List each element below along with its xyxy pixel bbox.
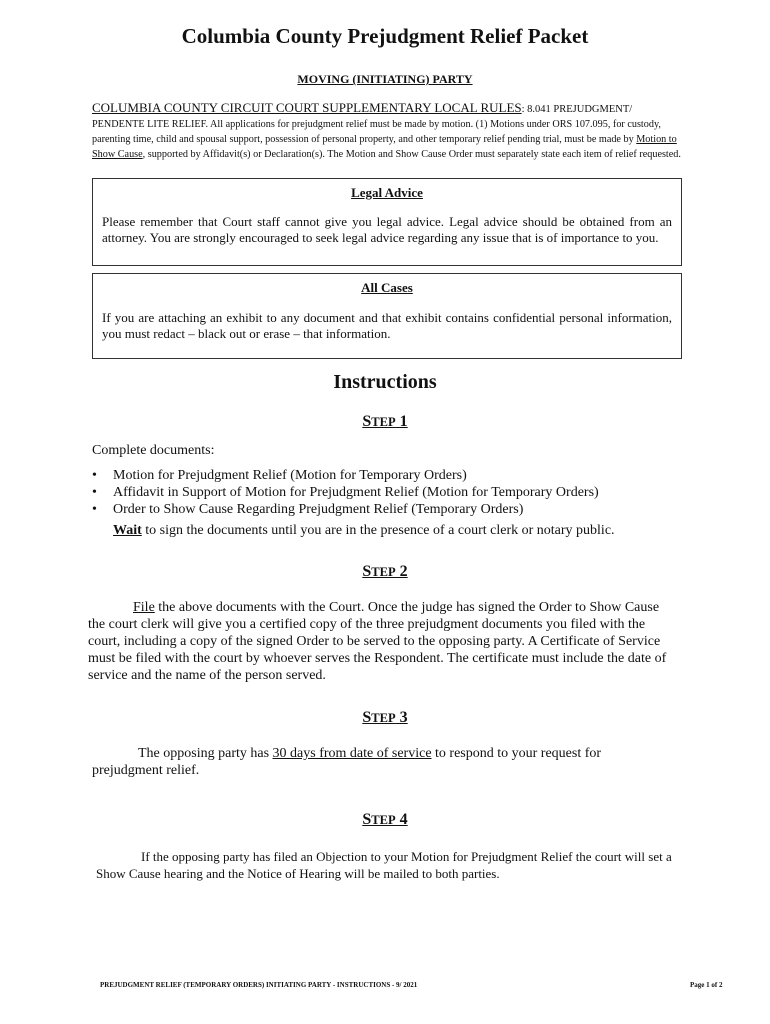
rules-text-end: , supported by Affidavit(s) or Declaration(s). The Motion and Show Cause Order must separately state each item of relief requested. — [142, 149, 681, 160]
legal-advice-box — [92, 178, 682, 266]
step-number: 2 — [399, 563, 408, 580]
step-letter: S — [362, 709, 372, 726]
instructions-heading: Instructions — [333, 371, 437, 393]
footer-form-id: PREJUDGMENT RELIEF (TEMPORARY ORDERS) INITIATING PARTY - INSTRUCTIONS - 9/ 2021 — [100, 981, 418, 989]
step-2-body: the above documents with the Court. Once the judge has signed the Order to Show Cause the court clerk will give you a certified copy of the three prejudgment documents you filed with the court, including a copy of the signed Order to be served to the opposing party. A Certificate of Service must be filed with the court by whoever serves the Respondent. The certificate must include the date of service and the name of the person served. — [88, 600, 667, 683]
step-number: 4 — [399, 811, 408, 828]
rules-reference: : 8.041 PREJUDGMENT/ — [521, 104, 633, 115]
wait-label: Wait — [113, 523, 142, 538]
step-letter: S — [362, 811, 372, 828]
deadline-text: 30 days from date of service — [272, 746, 432, 761]
wait-instruction — [113, 522, 615, 539]
file-label: File — [133, 600, 155, 615]
all-cases-text: If you are attaching an exhibit to any document and that exhibit contains confidential personal information, you must redact – black out or erase – that information. — [102, 310, 672, 341]
step-4-heading — [0, 811, 770, 829]
step-1-heading — [0, 413, 770, 431]
list-item: • Order to Show Cause Regarding Prejudgment Relief (Temporary Orders) — [92, 501, 599, 518]
rules-text: PENDENTE LITE RELIEF. All applications for prejudgment relief must be made by motion. (1) Motions under ORS 107.095, for custody, parenting time, child and spousal support, possession of personal property, and other temporary relief pending trial, must be made by — [92, 119, 661, 145]
step-1-intro: Complete documents: — [92, 443, 215, 458]
step-letter: S — [362, 413, 372, 430]
step-3-heading — [0, 709, 770, 727]
document-list — [92, 467, 599, 518]
legal-advice-text: Please remember that Court staff cannot give you legal advice. Legal advice should be obtained from an attorney. You are strongly encouraged to seek legal advice regarding any issue that is of importance to you. — [102, 214, 672, 245]
step-4-body: If the opposing party has filed an Objection to your Motion for Prejudgment Relief the court will set a Show Cause hearing and the Notice of Hearing will be mailed to both parties. — [96, 849, 672, 881]
step-number: 3 — [399, 709, 408, 726]
step-3-text-end: to respond to your request for prejudgment relief. — [92, 746, 602, 778]
step-2-text — [88, 599, 668, 684]
step-word: TEP — [371, 415, 396, 429]
step-2-heading — [0, 563, 770, 581]
step-letter: S — [362, 563, 372, 580]
step-number: 1 — [399, 413, 408, 430]
wait-text: to sign the documents until you are in the presence of a court clerk or notary public. — [141, 523, 615, 538]
rules-heading: COLUMBIA COUNTY CIRCUIT COURT SUPPLEMENTARY LOCAL RULES — [92, 100, 522, 115]
document-subtitle: MOVING (INITIATING) PARTY — [297, 72, 473, 86]
step-3-text — [92, 745, 672, 779]
document-title: Columbia County Prejudgment Relief Packet — [181, 24, 589, 48]
list-item: • Motion for Prejudgment Relief (Motion for Temporary Orders) — [92, 467, 599, 484]
motion-to-show-cause-link: Motion to Show Cause — [92, 134, 677, 160]
legal-advice-title: Legal Advice — [351, 185, 423, 200]
step-3-text-start: The opposing party has — [138, 746, 273, 761]
local-rules-paragraph — [92, 100, 682, 162]
footer-page-number: Page 1 of 2 — [690, 981, 723, 989]
step-word: TEP — [371, 711, 396, 725]
all-cases-title: All Cases — [361, 280, 413, 295]
list-item: • Affidavit in Support of Motion for Prejudgment Relief (Motion for Temporary Orders) — [92, 484, 599, 501]
step-4-text — [96, 848, 676, 882]
all-cases-box — [92, 273, 682, 359]
step-word: TEP — [371, 813, 396, 827]
step-word: TEP — [371, 565, 396, 579]
